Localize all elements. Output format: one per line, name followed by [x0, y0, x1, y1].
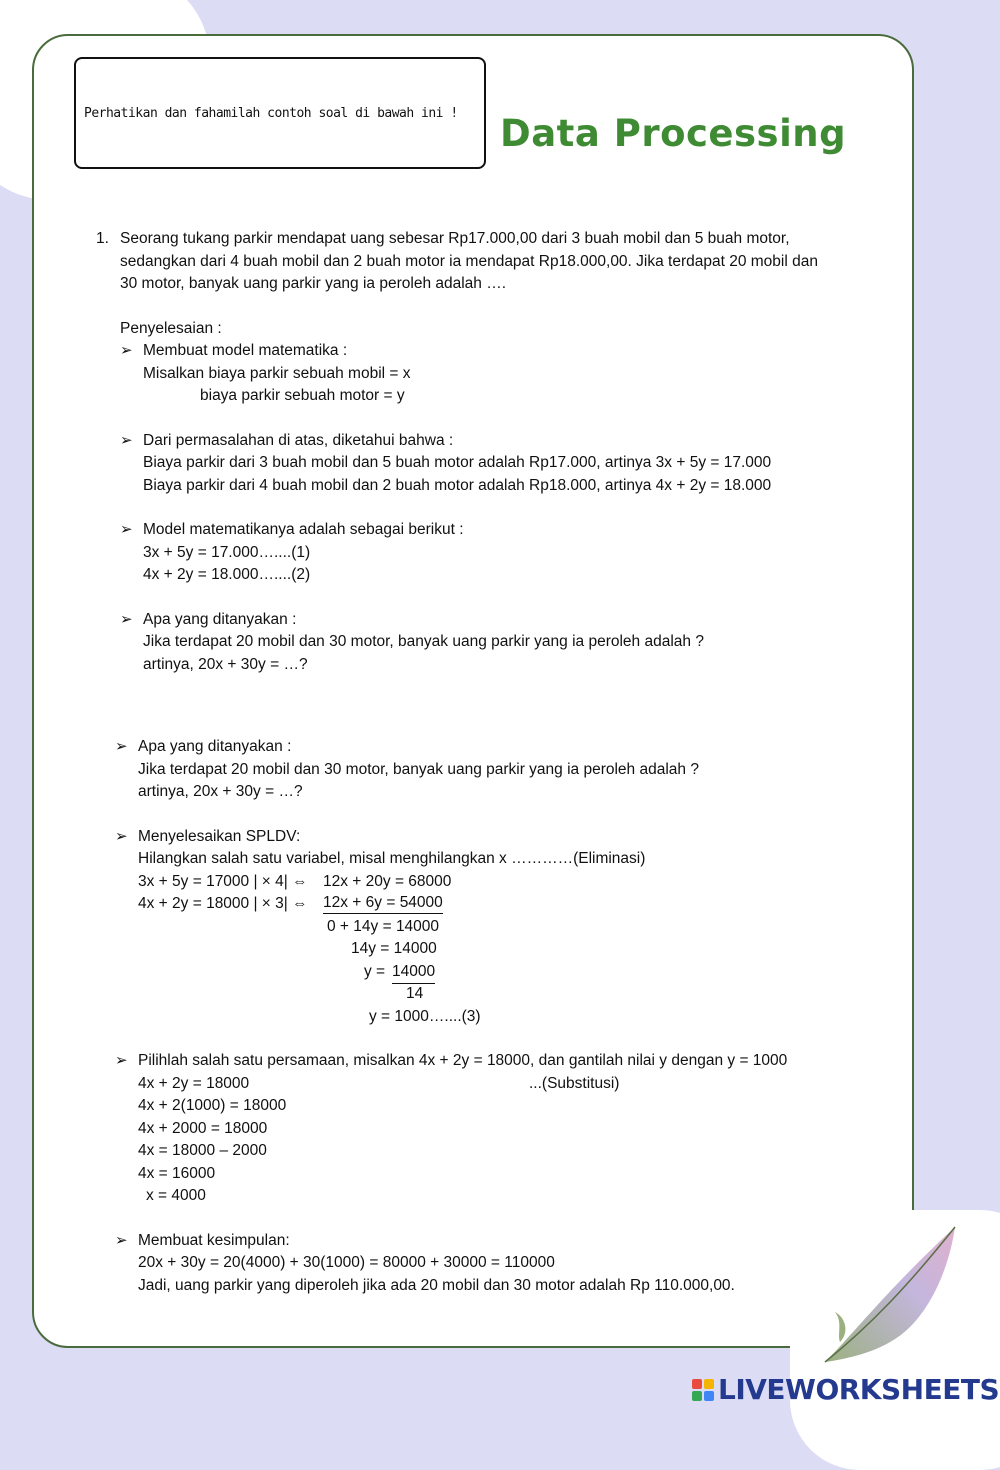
step-heading: Membuat kesimpulan: — [138, 1231, 290, 1249]
step-line: artinya, 20x + 30y = …? — [143, 655, 308, 673]
elimination-row — [138, 916, 818, 939]
equation-left: 3x + 5y = 17000 | × 4| ⇔ — [138, 872, 308, 890]
instruction-box — [74, 57, 486, 169]
step-line: Jadi, uang parkir yang diperoleh jika ada 20 mobil dan 30 motor adalah Rp 110.000,00. — [138, 1276, 735, 1294]
elimination-row — [138, 871, 818, 894]
step-elimination — [96, 826, 821, 1029]
step-line: Biaya parkir dari 3 buah mobil dan 5 buah motor adalah Rp17.000, artinya 3x + 5y = 17.000 — [143, 454, 772, 471]
step-line: 4x = 16000 — [138, 1164, 216, 1182]
problem — [96, 228, 821, 296]
substitution-row — [138, 1073, 818, 1096]
step-heading: Apa yang ditanyakan : — [138, 738, 292, 755]
problem-number: 1. — [96, 230, 109, 247]
bullet-arrow-icon: ➢ — [115, 1231, 128, 1249]
step-heading: Membuat model matematika : — [143, 342, 348, 359]
step-question — [96, 609, 821, 677]
elimination-row — [138, 893, 818, 916]
step-line: Misalkan biaya parkir sebuah mobil = x — [143, 364, 411, 382]
elimination-row — [138, 961, 818, 984]
bullet-arrow-icon: ➢ — [120, 431, 133, 449]
step-line: Hilangkan salah satu variabel, misal menghilangkan x …………(Eliminasi) — [138, 850, 646, 867]
step-substitution — [96, 1050, 821, 1208]
fraction-numerator: 14000 — [392, 961, 435, 985]
liveworksheets-logo — [692, 1373, 999, 1406]
equation-result: 0 + 14y = 14000 — [327, 917, 440, 935]
step-line: artinya, 20x + 30y = …? — [138, 783, 303, 800]
bullet-arrow-icon: ➢ — [115, 1052, 128, 1069]
step-line: 4x + 2000 = 18000 — [138, 1119, 268, 1137]
bullet-arrow-icon: ➢ — [120, 521, 133, 538]
page-title: Data Processing — [500, 112, 847, 155]
problem-line: Seorang tukang parkir mendapat uang sebesar Rp17.000,00 dari 3 buah mobil dan 5 buah motor, — [120, 230, 790, 247]
fraction-label: y = — [364, 962, 386, 980]
step-known — [96, 430, 821, 498]
step-heading: Menyelesaikan SPLDV: — [138, 827, 301, 845]
equation-result: y = 1000…....(3) — [369, 1007, 481, 1025]
brand-text: LIVEWORKSHEETS — [718, 1373, 1000, 1406]
equation-left: 4x + 2y = 18000 | × 3| ⇔ — [138, 895, 308, 912]
substitution-note: ...(Substitusi) — [529, 1074, 620, 1092]
step-equations — [96, 519, 821, 587]
equation-right: 12x + 6y = 54000 — [323, 893, 443, 914]
step-line: 4x + 2(1000) = 18000 — [138, 1097, 287, 1114]
problem-line: 30 motor, banyak uang parkir yang ia peroleh adalah …. — [120, 275, 507, 292]
step-line: 20x + 30y = 20(4000) + 30(1000) = 80000 + 30000 = 110000 — [138, 1254, 555, 1271]
step-line: Jika terdapat 20 mobil dan 30 motor, banyak uang parkir yang ia peroleh adalah ? — [138, 760, 699, 778]
step-line: 4x = 18000 – 2000 — [138, 1142, 267, 1159]
fraction-denominator: 14 — [406, 985, 424, 1002]
step-line: 3x + 5y = 17.000…....(1) — [143, 543, 311, 561]
step-question-repeat — [96, 736, 821, 804]
step-line: x = 4000 — [146, 1187, 206, 1204]
step-line: biaya parkir sebuah motor = y — [200, 387, 405, 404]
worksheet-content — [96, 228, 821, 1297]
feather-icon — [815, 1222, 965, 1372]
elimination-row — [138, 1006, 818, 1029]
step-model — [96, 340, 821, 408]
solution-label: Penyelesaian : — [120, 319, 222, 337]
bullet-arrow-icon: ➢ — [115, 738, 128, 755]
elimination-row — [138, 983, 818, 1006]
step-line: 4x + 2y = 18000 — [138, 1074, 250, 1092]
step-heading: Apa yang ditanyakan : — [143, 610, 297, 628]
step-line: Biaya parkir dari 4 buah mobil dan 2 buah motor adalah Rp18.000, artinya 4x + 2y = 18.000 — [143, 476, 772, 494]
bullet-arrow-icon: ➢ — [120, 342, 133, 359]
equation-result: 14y = 14000 — [351, 940, 437, 957]
bullet-arrow-icon: ➢ — [115, 827, 128, 845]
problem-line: sedangkan dari 4 buah mobil dan 2 buah motor ia mendapat Rp18.000,00. Jika terdapat 20 mobil dan — [120, 252, 818, 270]
bullet-arrow-icon: ➢ — [120, 610, 133, 628]
step-heading: Dari permasalahan di atas, diketahui bahwa : — [143, 431, 454, 449]
step-heading: Model matematikanya adalah sebagai berikut : — [143, 521, 464, 538]
step-heading: Pilihlah salah satu persamaan, misalkan 4x + 2y = 18000, dan gantilah nilai y dengan y = 1000 — [138, 1052, 788, 1069]
step-line: Jika terdapat 20 mobil dan 30 motor, banyak uang parkir yang ia peroleh adalah ? — [143, 633, 704, 650]
equation-right: 12x + 20y = 68000 — [323, 872, 452, 890]
step-line: 4x + 2y = 18.000…....(2) — [143, 566, 311, 583]
liveworksheets-icon — [692, 1379, 714, 1401]
elimination-row — [138, 938, 818, 961]
instruction-text: Perhatikan dan fahamilah contoh soal di bawah ini ! — [84, 105, 458, 121]
step-conclusion — [96, 1230, 821, 1298]
